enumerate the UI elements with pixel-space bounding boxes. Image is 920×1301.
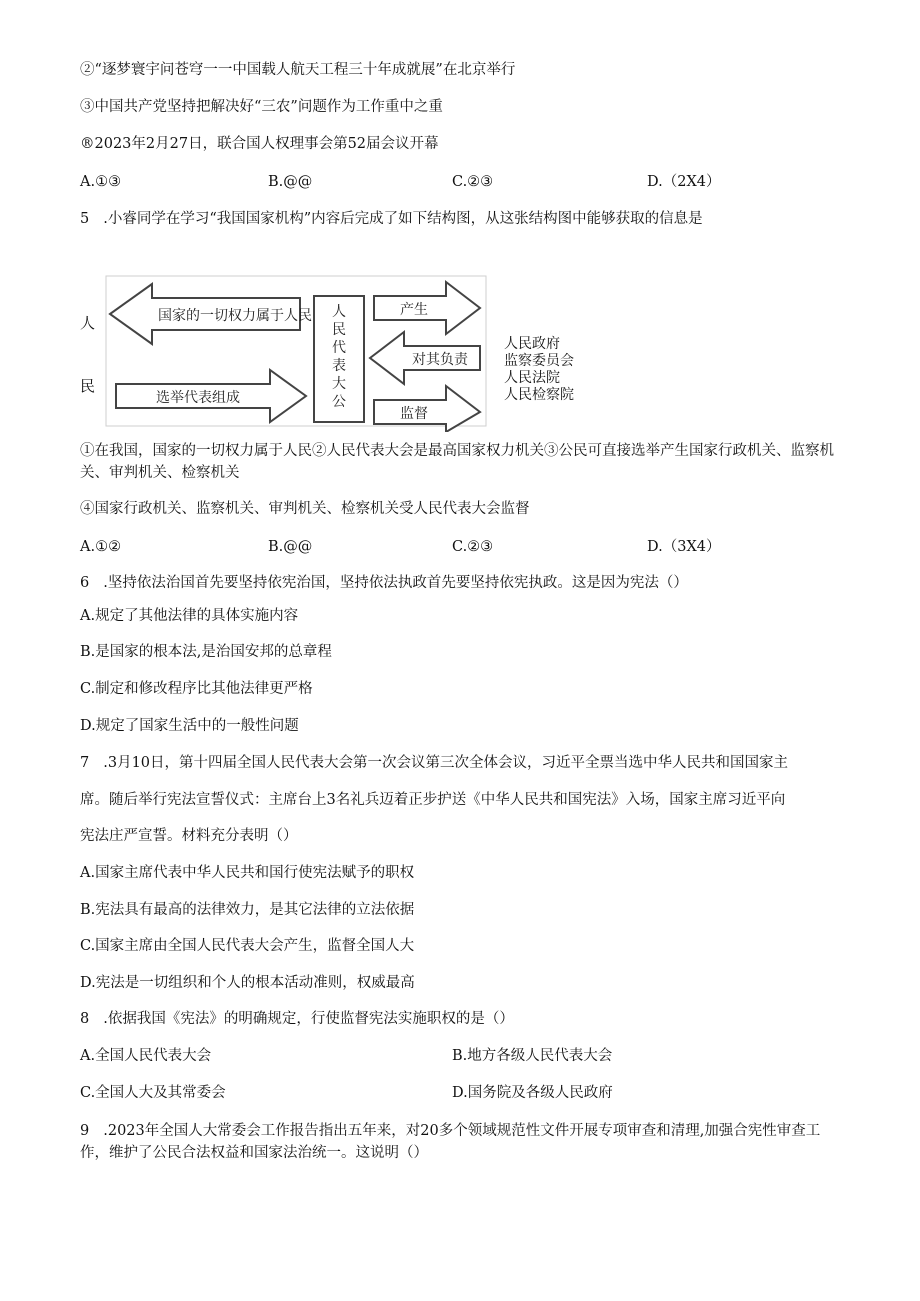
organ-procuratorate: 人民检察院 [504,387,574,403]
q6-option-b[interactable]: B.是国家的根本法,是治国安邦的总章程 [80,644,332,660]
npc-char-1: 人 [332,304,346,320]
q8-stem-text: .依据我国《宪法》的明确规定，行使监督宪法实施职权的是（） [103,1011,514,1027]
q5-option-d[interactable]: D.（3X4） [647,539,721,555]
q5-statements-1-3: ①在我国，国家的一切权力属于人民②人民代表大会是最高国家权力机关③公民可直接选举产生国家行政机关、监察机关、审判机关、检察机关 [80,443,834,481]
people-label-bottom: 民 [80,377,96,395]
q5-stem-text: .小睿同学在学习“我国国家机构”内容后完成了如下结构图，从这张结构图中能够获取的信息是 [103,211,703,227]
npc-char-6: 公 [332,394,346,410]
q4-option-a[interactable]: A.①③ [80,174,122,190]
q6-option-a[interactable]: A.规定了其他法律的具体实施内容 [80,608,299,624]
question-number: 6 [80,575,90,591]
q5-statement-4: ④国家行政机关、监察机关、审判机关、检察机关受人民代表大会监督 [80,501,530,517]
q5-option-c[interactable]: C.②③ [452,539,494,555]
question-number: 7 [80,755,90,771]
q7-option-a[interactable]: A.国家主席代表中华人民共和国行使宪法赋予的职权 [80,865,415,881]
q8-stem [80,1009,514,1029]
elect-arrow-label: 选举代表组成 [156,390,240,406]
q4-option-c[interactable]: C.②③ [452,174,494,190]
q4-option-d[interactable]: D.（2X4） [647,174,721,190]
npc-char-2: 民 [332,322,346,338]
question-number: 9 [80,1123,90,1139]
q7-option-c[interactable]: C.国家主席由全国人民代表大会产生，监督全国人大 [80,938,415,954]
npc-char-3: 代 [332,340,346,356]
q9-stem [80,1120,840,1164]
q4-item-3: ③中国共产党坚持把解决好“三农”问题作为工作重中之重 [80,99,443,115]
q6-stem-text: .坚持依法治国首先要坚持依宪治国，坚持依法执政首先要坚持依宪执政。这是因为宪法（） [103,575,688,591]
q5-option-b[interactable]: B.@@ [268,539,313,555]
q8-option-d[interactable]: D.国务院及各级人民政府 [452,1085,613,1101]
state-organs-list [504,336,574,404]
q8-option-b[interactable]: B.地方各级人民代表大会 [452,1048,613,1064]
q4-item-4: ®2023年2月27日，联合国人权理事会第52届会议开幕 [80,136,439,152]
diagram-arrows [100,272,520,432]
q8-option-c[interactable]: C.全国人大及其常委会 [80,1085,226,1101]
q9-stem-text: .2023年全国人大常委会工作报告指出五年来，对20多个领域规范性文件开展专项审查和清理,加强合宪性审查工作，维护了公民合法权益和国家法治统一。这说明（） [80,1123,821,1161]
q5-option-a[interactable]: A.①② [80,539,122,555]
supervise-arrow-label: 监督 [400,406,428,422]
q5-stem [80,209,703,229]
question-number: 5 [80,211,90,227]
organ-supervisory-commission: 监察委员会 [504,353,574,369]
organ-government: 人民政府 [504,336,560,352]
q7-stem-line-3: 宪法庄严宣誓。材料充分表明（） [80,828,298,844]
q4-item-2: ②“逐梦寰宇问苍穹一一中国载人航天工程三十年成就展”在北京举行 [80,62,516,78]
q7-stem-line-1 [80,753,788,773]
q4-option-b[interactable]: B.@@ [268,174,313,190]
state-structure-diagram [80,272,600,432]
q7-option-b[interactable]: B.宪法具有最高的法律效力，是其它法律的立法依据 [80,902,415,918]
power-arrow-label: 国家的一切权力属于人民 [158,308,312,324]
responsible-arrow-label: 对其负责 [412,352,468,368]
q7-stem-line-2: 席。随后举行宪法宣誓仪式：主席台上3名礼兵迈着正步护送《中华人民共和国宪法》入场，国家主席习近平向 [80,792,786,808]
question-number: 8 [80,1011,90,1027]
organ-court: 人民法院 [504,370,560,386]
produce-arrow-label: 产生 [400,302,428,318]
q6-stem [80,573,688,593]
q6-option-d[interactable]: D.规定了国家生活中的一般性问题 [80,718,299,734]
npc-char-5: 大 [332,376,346,392]
npc-char-4: 表 [332,358,346,374]
q7-option-d[interactable]: D.宪法是一切组织和个人的根本活动准则，权威最高 [80,975,415,991]
q7-stem-text-1: .3月10日，第十四届全国人民代表大会第一次会议第三次全体会议，习近平全票当选中华人民共和国国家主 [103,755,789,771]
q8-option-a[interactable]: A.全国人民代表大会 [80,1048,212,1064]
q6-option-c[interactable]: C.制定和修改程序比其他法律更严格 [80,681,313,697]
people-label-top: 人 [80,314,96,332]
